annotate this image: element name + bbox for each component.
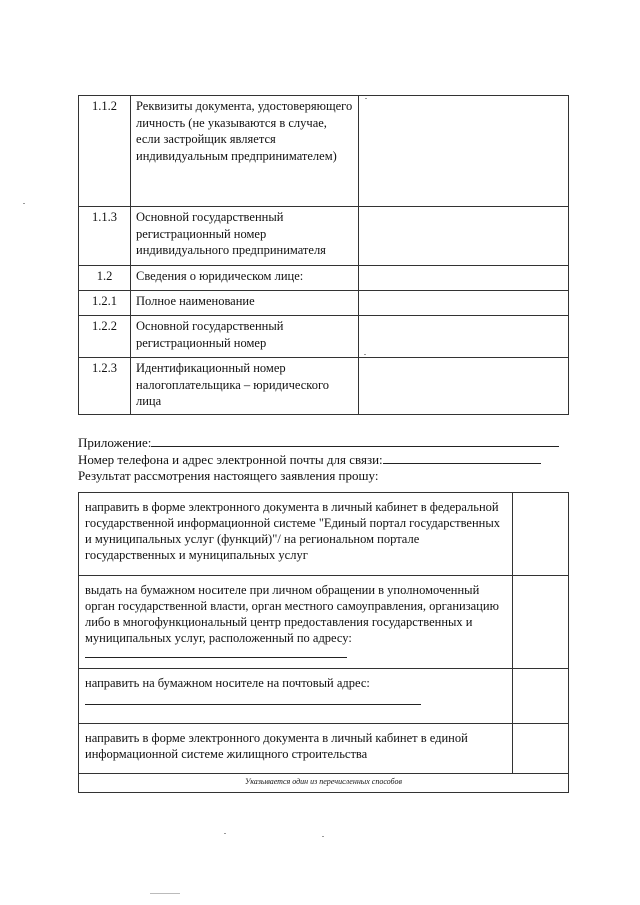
result-label: Результат рассмотрения настоящего заявления прошу: [78, 468, 379, 483]
scan-speck [364, 354, 366, 355]
row-value-cell[interactable] [359, 96, 569, 207]
option-text: выдать на бумажном носителе при личном обращении в уполномоченный орган государственной власти, орган местного самоуправления, организацию либо в многофункциональный центр предоставления государственных и муниципальных услуг, расположенный по адресу: [85, 583, 499, 645]
row-value-cell[interactable] [359, 266, 569, 291]
row-label: Полное наименование [131, 291, 359, 316]
option-text: направить в форме электронного документа в личный кабинет в федеральной государственной информационной системе "Единый портал государственных и муниципальных услуг (функций)"/ на региональном портале государственных и муниципальных услуг [79, 493, 513, 576]
contact-fill-line[interactable] [383, 451, 541, 464]
footnote-row [79, 774, 569, 793]
table-row [79, 358, 569, 415]
scan-speck [23, 203, 25, 204]
table-row [79, 266, 569, 291]
scan-speck [224, 833, 226, 834]
row-label: Реквизиты документа, удостоверяющего личность (не указываются в случае, если застройщик является индивидуальным предпринимателем) [131, 96, 359, 207]
row-label: Сведения о юридическом лице: [131, 266, 359, 291]
postal-address-fill-line[interactable] [85, 693, 421, 705]
attachment-line [78, 434, 568, 451]
row-number: 1.2.2 [79, 316, 131, 358]
option-cell [79, 669, 513, 724]
option-mark-cell[interactable] [513, 724, 569, 774]
table-row [79, 576, 569, 669]
applicant-info-table [78, 95, 569, 415]
table-row [79, 316, 569, 358]
table-row [79, 291, 569, 316]
table-row [79, 207, 569, 266]
row-number: 1.2.1 [79, 291, 131, 316]
footnote-text: Указывается один из перечисленных способов [79, 774, 569, 793]
row-label: Идентификационный номер налогоплательщика – юридического лица [131, 358, 359, 415]
row-number: 1.2 [79, 266, 131, 291]
contact-line [78, 451, 568, 468]
form-fields-block [78, 434, 568, 484]
option-mark-cell[interactable] [513, 669, 569, 724]
option-text: направить на бумажном носителе на почтовый адрес: [85, 676, 370, 690]
result-line [78, 468, 568, 484]
row-value-cell[interactable] [359, 291, 569, 316]
row-value-cell[interactable] [359, 207, 569, 266]
option-cell [79, 576, 513, 669]
option-mark-cell[interactable] [513, 493, 569, 576]
scan-speck [322, 836, 324, 837]
table-row [79, 493, 569, 576]
table-row [79, 669, 569, 724]
table-row [79, 96, 569, 207]
row-value-cell[interactable] [359, 358, 569, 415]
row-label: Основной государственный регистрационный номер [131, 316, 359, 358]
address-fill-line[interactable] [85, 646, 347, 658]
row-value-cell[interactable] [359, 316, 569, 358]
attachment-fill-line[interactable] [151, 434, 559, 447]
option-mark-cell[interactable] [513, 576, 569, 669]
attachment-label: Приложение: [78, 435, 152, 450]
row-number: 1.1.2 [79, 96, 131, 207]
scan-speck [365, 98, 367, 99]
row-label: Основной государственный регистрационный номер индивидуального предпринимателя [131, 207, 359, 266]
row-number: 1.1.3 [79, 207, 131, 266]
delivery-method-table [78, 492, 569, 793]
option-text: направить в форме электронного документа в личный кабинет в единой информационной системе жилищного строительства [79, 724, 513, 774]
table-row [79, 724, 569, 774]
row-number: 1.2.3 [79, 358, 131, 415]
scan-speck [150, 893, 180, 894]
contact-label: Номер телефона и адрес электронной почты для связи: [78, 452, 383, 467]
